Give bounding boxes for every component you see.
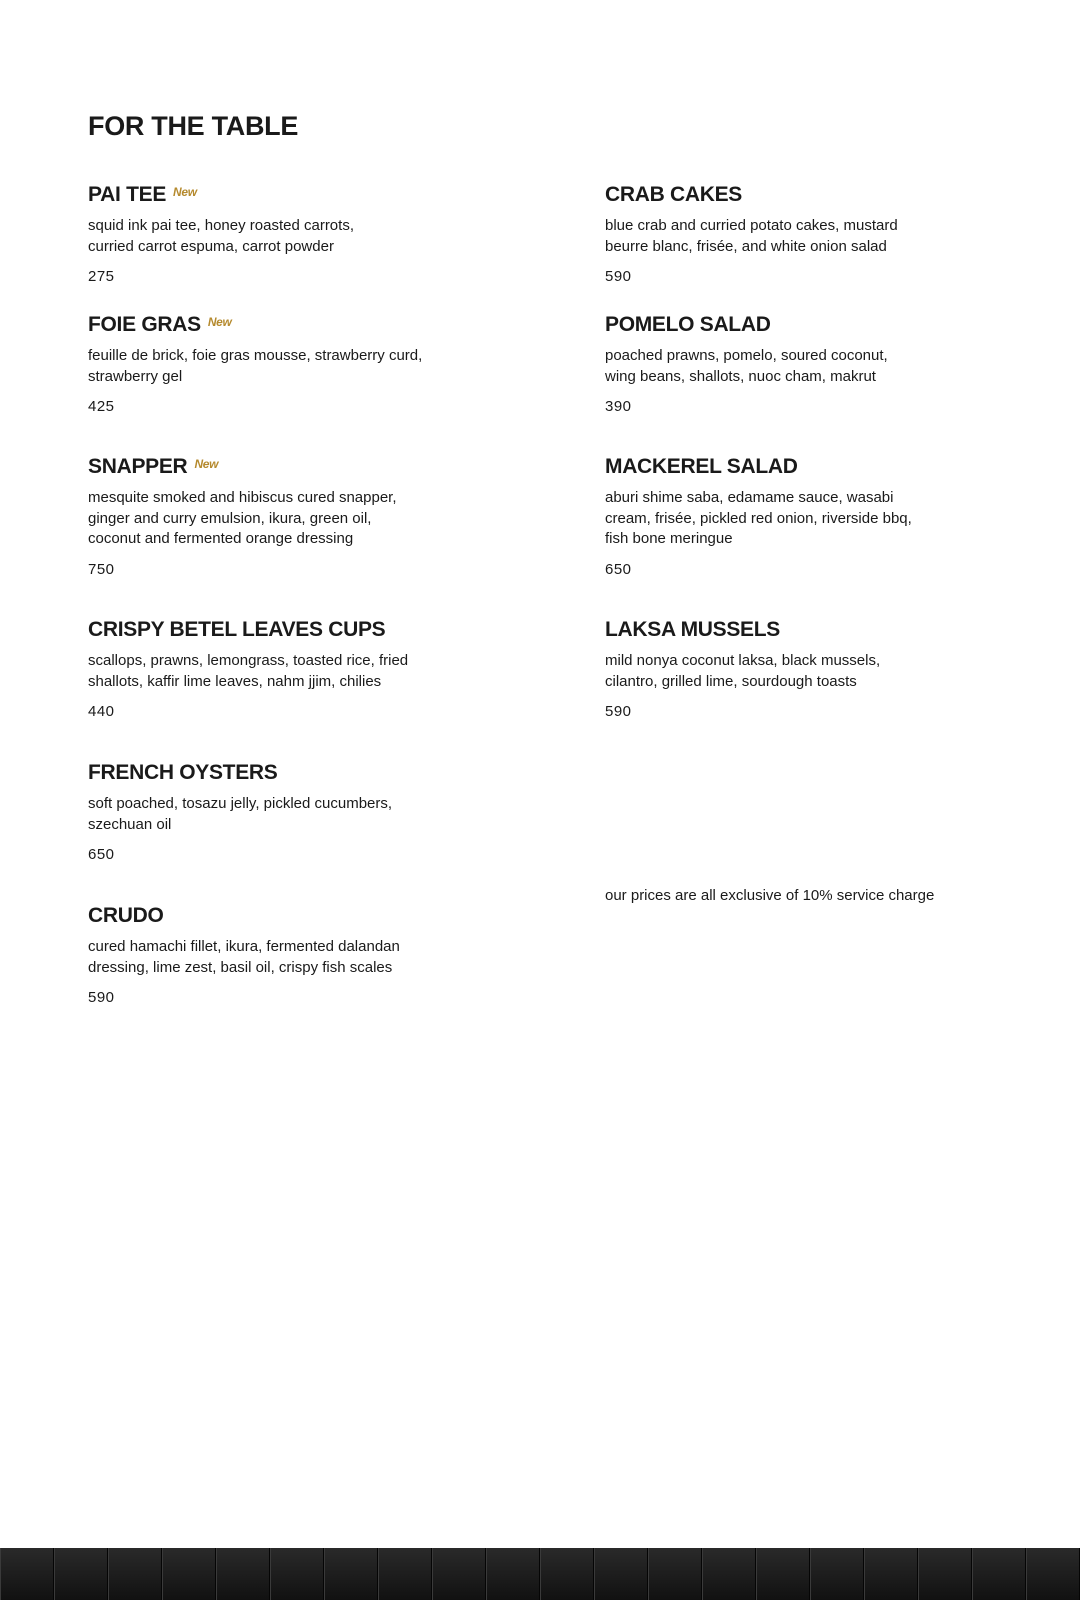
- footer-tile: [432, 1548, 486, 1600]
- item-name: MACKEREL SALAD: [605, 455, 798, 478]
- footer-tile: [594, 1548, 648, 1600]
- footer-tile: [756, 1548, 810, 1600]
- item-name: SNAPPER New: [88, 454, 488, 480]
- item-price: 440: [88, 703, 115, 720]
- footer-tile: [486, 1548, 540, 1600]
- footer-tile: [162, 1548, 216, 1600]
- footer-tile: [972, 1548, 1026, 1600]
- item-name: CRISPY BETEL LEAVES CUPS: [88, 618, 386, 641]
- footer-tile: [270, 1548, 324, 1600]
- footer-tile: [810, 1548, 864, 1600]
- menu-item-mackerel-salad: [605, 454, 1005, 580]
- footer-strip: [0, 1548, 1080, 1600]
- menu-item-snapper: [88, 454, 488, 580]
- item-price: 390: [605, 398, 632, 415]
- menu-item-french-oysters: [88, 760, 488, 865]
- footer-tile: [0, 1548, 54, 1600]
- footer-tile: [324, 1548, 378, 1600]
- item-description: cured hamachi fillet, ikura, fermented dalandan dressing, lime zest, basil oil, crispy fish scales: [88, 938, 400, 976]
- item-name: POMELO SALAD: [605, 313, 771, 336]
- menu-item-crispy-betel-leaves-cups: [88, 617, 488, 722]
- page-title: FOR THE TABLE: [88, 111, 299, 141]
- footer-tile: [918, 1548, 972, 1600]
- new-badge: New: [173, 185, 197, 199]
- item-price: 275: [88, 268, 115, 285]
- item-name: PAI TEE New: [88, 182, 488, 208]
- item-description: aburi shime saba, edamame sauce, wasabi cream, frisée, pickled red onion, riverside bbq, fish bone meringue: [605, 489, 912, 547]
- menu-item-foie-gras: [88, 312, 488, 417]
- footer-tile: [1026, 1548, 1080, 1600]
- footer-tile: [702, 1548, 756, 1600]
- new-badge: New: [194, 457, 219, 471]
- footer-tile: [216, 1548, 270, 1600]
- item-description: scallops, prawns, lemongrass, toasted rice, fried shallots, kaffir lime leaves, nahm jjim, chilies: [88, 652, 409, 690]
- footer-tile: [648, 1548, 702, 1600]
- footer-tile: [864, 1548, 918, 1600]
- item-price: 590: [605, 268, 632, 285]
- item-description: blue crab and curried potato cakes, mustard beurre blanc, frisée, and white onion salad: [605, 217, 898, 255]
- item-description: poached prawns, pomelo, soured coconut, wing beans, shallots, nuoc cham, makrut: [605, 347, 888, 385]
- service-charge-note: our prices are all exclusive of 10% service charge: [605, 887, 935, 904]
- footer-tile: [540, 1548, 594, 1600]
- menu-item-pai-tee: [88, 182, 488, 287]
- footer-tile: [108, 1548, 162, 1600]
- footer-tile: [54, 1548, 108, 1600]
- item-description: mesquite smoked and hibiscus cured snapper, ginger and curry emulsion, ikura, green oil, coconut and fermented orange dressing: [88, 489, 397, 547]
- menu-item-pomelo-salad: [605, 312, 1005, 417]
- item-price: 650: [605, 560, 632, 578]
- item-price: 750: [88, 560, 115, 578]
- menu-item-crudo: [88, 903, 488, 1008]
- item-price: 590: [605, 703, 632, 720]
- new-badge: New: [207, 315, 232, 329]
- item-name: FRENCH OYSTERS: [88, 761, 278, 784]
- item-price: 425: [88, 398, 115, 415]
- item-description: feuille de brick, foie gras mousse, strawberry curd, strawberry gel: [88, 347, 423, 385]
- item-description: squid ink pai tee, honey roasted carrots, curried carrot espuma, carrot powder: [88, 217, 354, 255]
- item-price: 650: [88, 846, 115, 863]
- item-name: CRAB CAKES: [605, 183, 743, 206]
- menu-item-crab-cakes: [605, 182, 1005, 287]
- item-name: LAKSA MUSSELS: [605, 618, 781, 641]
- menu-item-laksa-mussels: [605, 617, 1005, 722]
- item-description: mild nonya coconut laksa, black mussels, cilantro, grilled lime, sourdough toasts: [605, 652, 881, 690]
- footer-tile: [378, 1548, 432, 1600]
- item-name: CRUDO: [88, 904, 164, 927]
- item-price: 590: [88, 989, 115, 1006]
- item-name: FOIE GRAS New: [88, 312, 488, 338]
- item-description: soft poached, tosazu jelly, pickled cucumbers, szechuan oil: [88, 795, 393, 833]
